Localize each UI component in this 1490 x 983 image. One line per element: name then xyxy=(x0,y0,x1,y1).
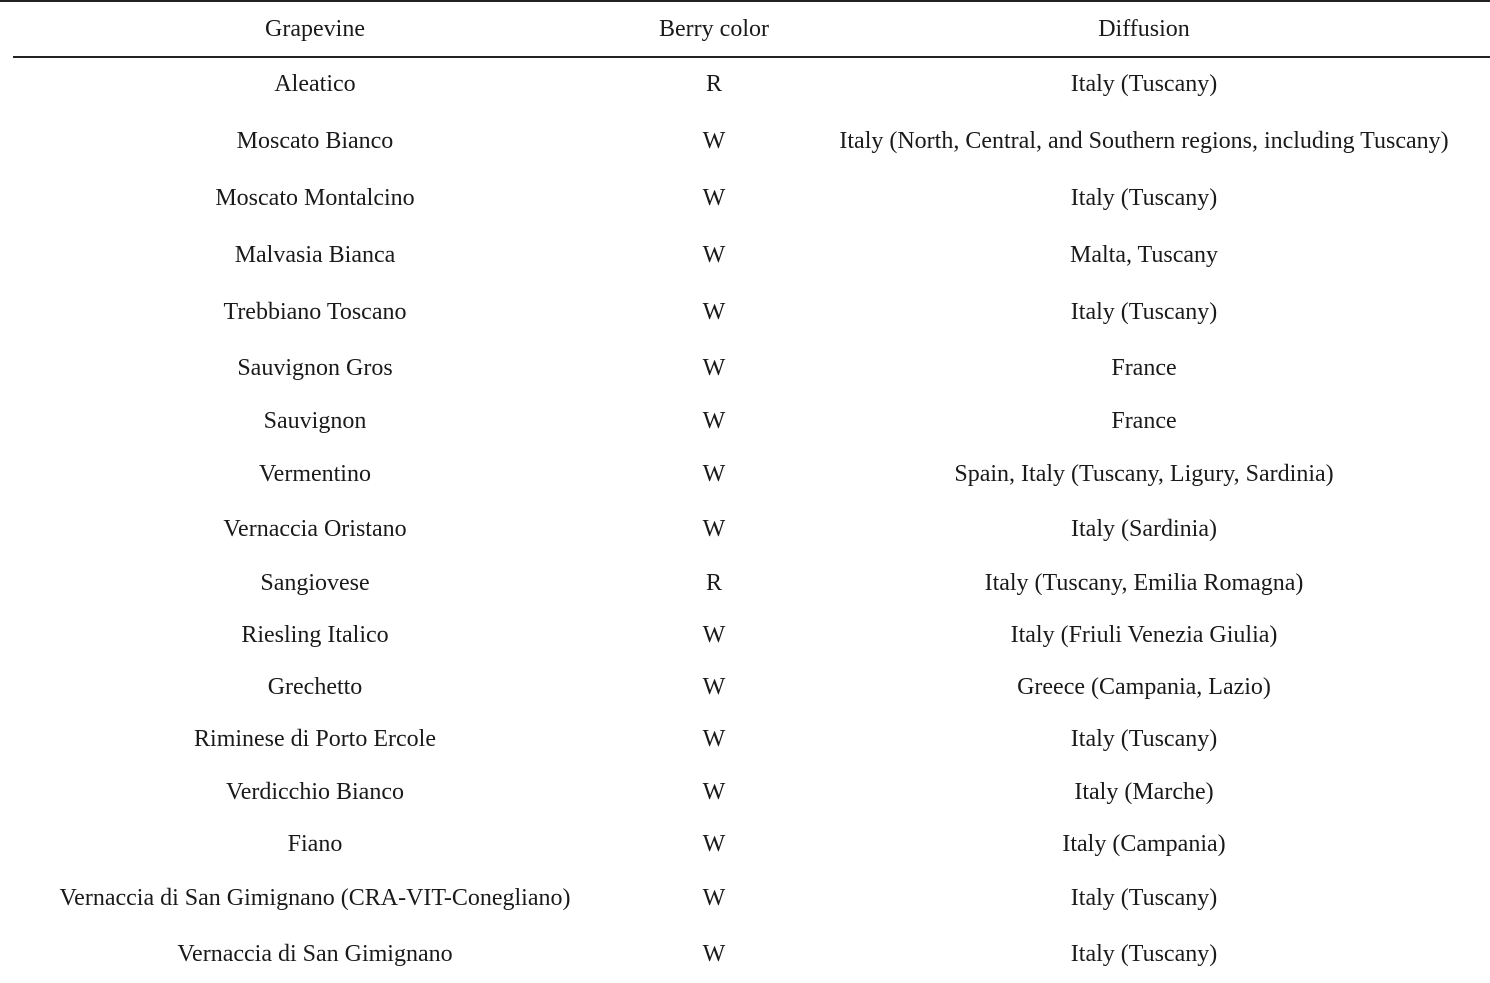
cell-berry-color: W xyxy=(702,461,726,487)
cell-diffusion: Italy (Tuscany) xyxy=(1070,941,1218,967)
header-row xyxy=(0,2,1490,56)
cell-berry-color: W xyxy=(702,778,726,805)
cell-berry-color: W xyxy=(702,516,726,542)
cell-diffusion: Italy (Tuscany) xyxy=(1070,726,1218,752)
cell-berry-color: R xyxy=(705,569,722,596)
table-row xyxy=(0,170,1490,227)
table-row xyxy=(0,766,1490,818)
cell-berry-color: W xyxy=(702,673,726,700)
cell-diffusion: Italy (Sardinia) xyxy=(1071,516,1217,542)
cell-grapevine: Riesling Italico xyxy=(241,621,389,648)
table-row xyxy=(0,926,1490,983)
cell-berry-color: W xyxy=(702,185,726,211)
header-diffusion: Diffusion xyxy=(1098,15,1190,42)
table-row xyxy=(0,284,1490,341)
cell-diffusion: Spain, Italy (Tuscany, Ligury, Sardinia) xyxy=(954,461,1334,487)
table-row xyxy=(0,609,1490,661)
cell-berry-color: W xyxy=(702,885,726,911)
cell-berry-color: W xyxy=(702,407,726,434)
table-row xyxy=(0,341,1490,395)
cell-grapevine: Riminese di Porto Ercole xyxy=(194,726,436,752)
cell-grapevine: Aleatico xyxy=(274,71,356,97)
cell-diffusion: Italy (North, Central, and Southern regions, including Tuscany) xyxy=(839,128,1449,154)
table-row xyxy=(0,557,1490,609)
cell-grapevine: Sangiovese xyxy=(260,569,370,596)
table-row xyxy=(0,227,1490,284)
table-row xyxy=(0,502,1490,557)
cell-berry-color: R xyxy=(705,71,722,97)
table-row xyxy=(0,871,1490,926)
table-row xyxy=(0,447,1490,502)
cell-grapevine: Malvasia Bianca xyxy=(234,242,396,268)
cell-berry-color: W xyxy=(702,726,726,752)
data-table xyxy=(0,2,1490,983)
cell-diffusion: Italy (Friuli Venezia Giulia) xyxy=(1010,621,1278,648)
cell-diffusion: Italy (Tuscany) xyxy=(1070,71,1218,97)
cell-diffusion: Italy (Tuscany) xyxy=(1070,185,1218,211)
cell-grapevine: Sauvignon Gros xyxy=(237,354,393,381)
cell-grapevine: Verdicchio Bianco xyxy=(226,778,404,805)
cell-berry-color: W xyxy=(702,299,726,325)
cell-berry-color: W xyxy=(702,354,726,381)
cell-berry-color: W xyxy=(702,128,726,154)
cell-grapevine: Vermentino xyxy=(259,461,371,487)
header-berry-color: Berry color xyxy=(659,15,769,42)
cell-berry-color: W xyxy=(702,621,726,648)
cell-diffusion: Italy (Marche) xyxy=(1074,778,1214,805)
cell-diffusion: France xyxy=(1111,354,1177,381)
cell-berry-color: W xyxy=(702,941,726,967)
table-row xyxy=(0,818,1490,871)
cell-grapevine: Moscato Montalcino xyxy=(215,185,415,211)
table-row xyxy=(0,713,1490,766)
table-row xyxy=(0,113,1490,170)
cell-berry-color: W xyxy=(702,242,726,268)
cell-diffusion: Malta, Tuscany xyxy=(1069,242,1218,268)
table-row xyxy=(0,395,1490,447)
cell-diffusion: France xyxy=(1111,407,1177,434)
cell-grapevine: Vernaccia di San Gimignano (CRA-VIT-Conegliano) xyxy=(59,885,571,911)
table-row xyxy=(0,56,1490,113)
cell-diffusion: Italy (Tuscany) xyxy=(1070,299,1218,325)
cell-diffusion: Italy (Tuscany, Emilia Romagna) xyxy=(984,569,1304,596)
cell-grapevine: Vernaccia Oristano xyxy=(223,516,407,542)
cell-grapevine: Moscato Bianco xyxy=(236,128,394,154)
cell-berry-color: W xyxy=(702,831,726,857)
cell-grapevine: Grechetto xyxy=(267,673,363,700)
cell-grapevine: Vernaccia di San Gimignano xyxy=(177,941,453,967)
cell-grapevine: Trebbiano Toscano xyxy=(223,299,407,325)
table-row xyxy=(0,661,1490,713)
cell-grapevine: Fiano xyxy=(287,831,343,857)
cell-diffusion: Greece (Campania, Lazio) xyxy=(1017,673,1271,700)
cell-grapevine: Sauvignon xyxy=(263,407,367,434)
header-grapevine: Grapevine xyxy=(265,15,365,42)
cell-diffusion: Italy (Campania) xyxy=(1062,831,1226,857)
cell-diffusion: Italy (Tuscany) xyxy=(1070,885,1218,911)
